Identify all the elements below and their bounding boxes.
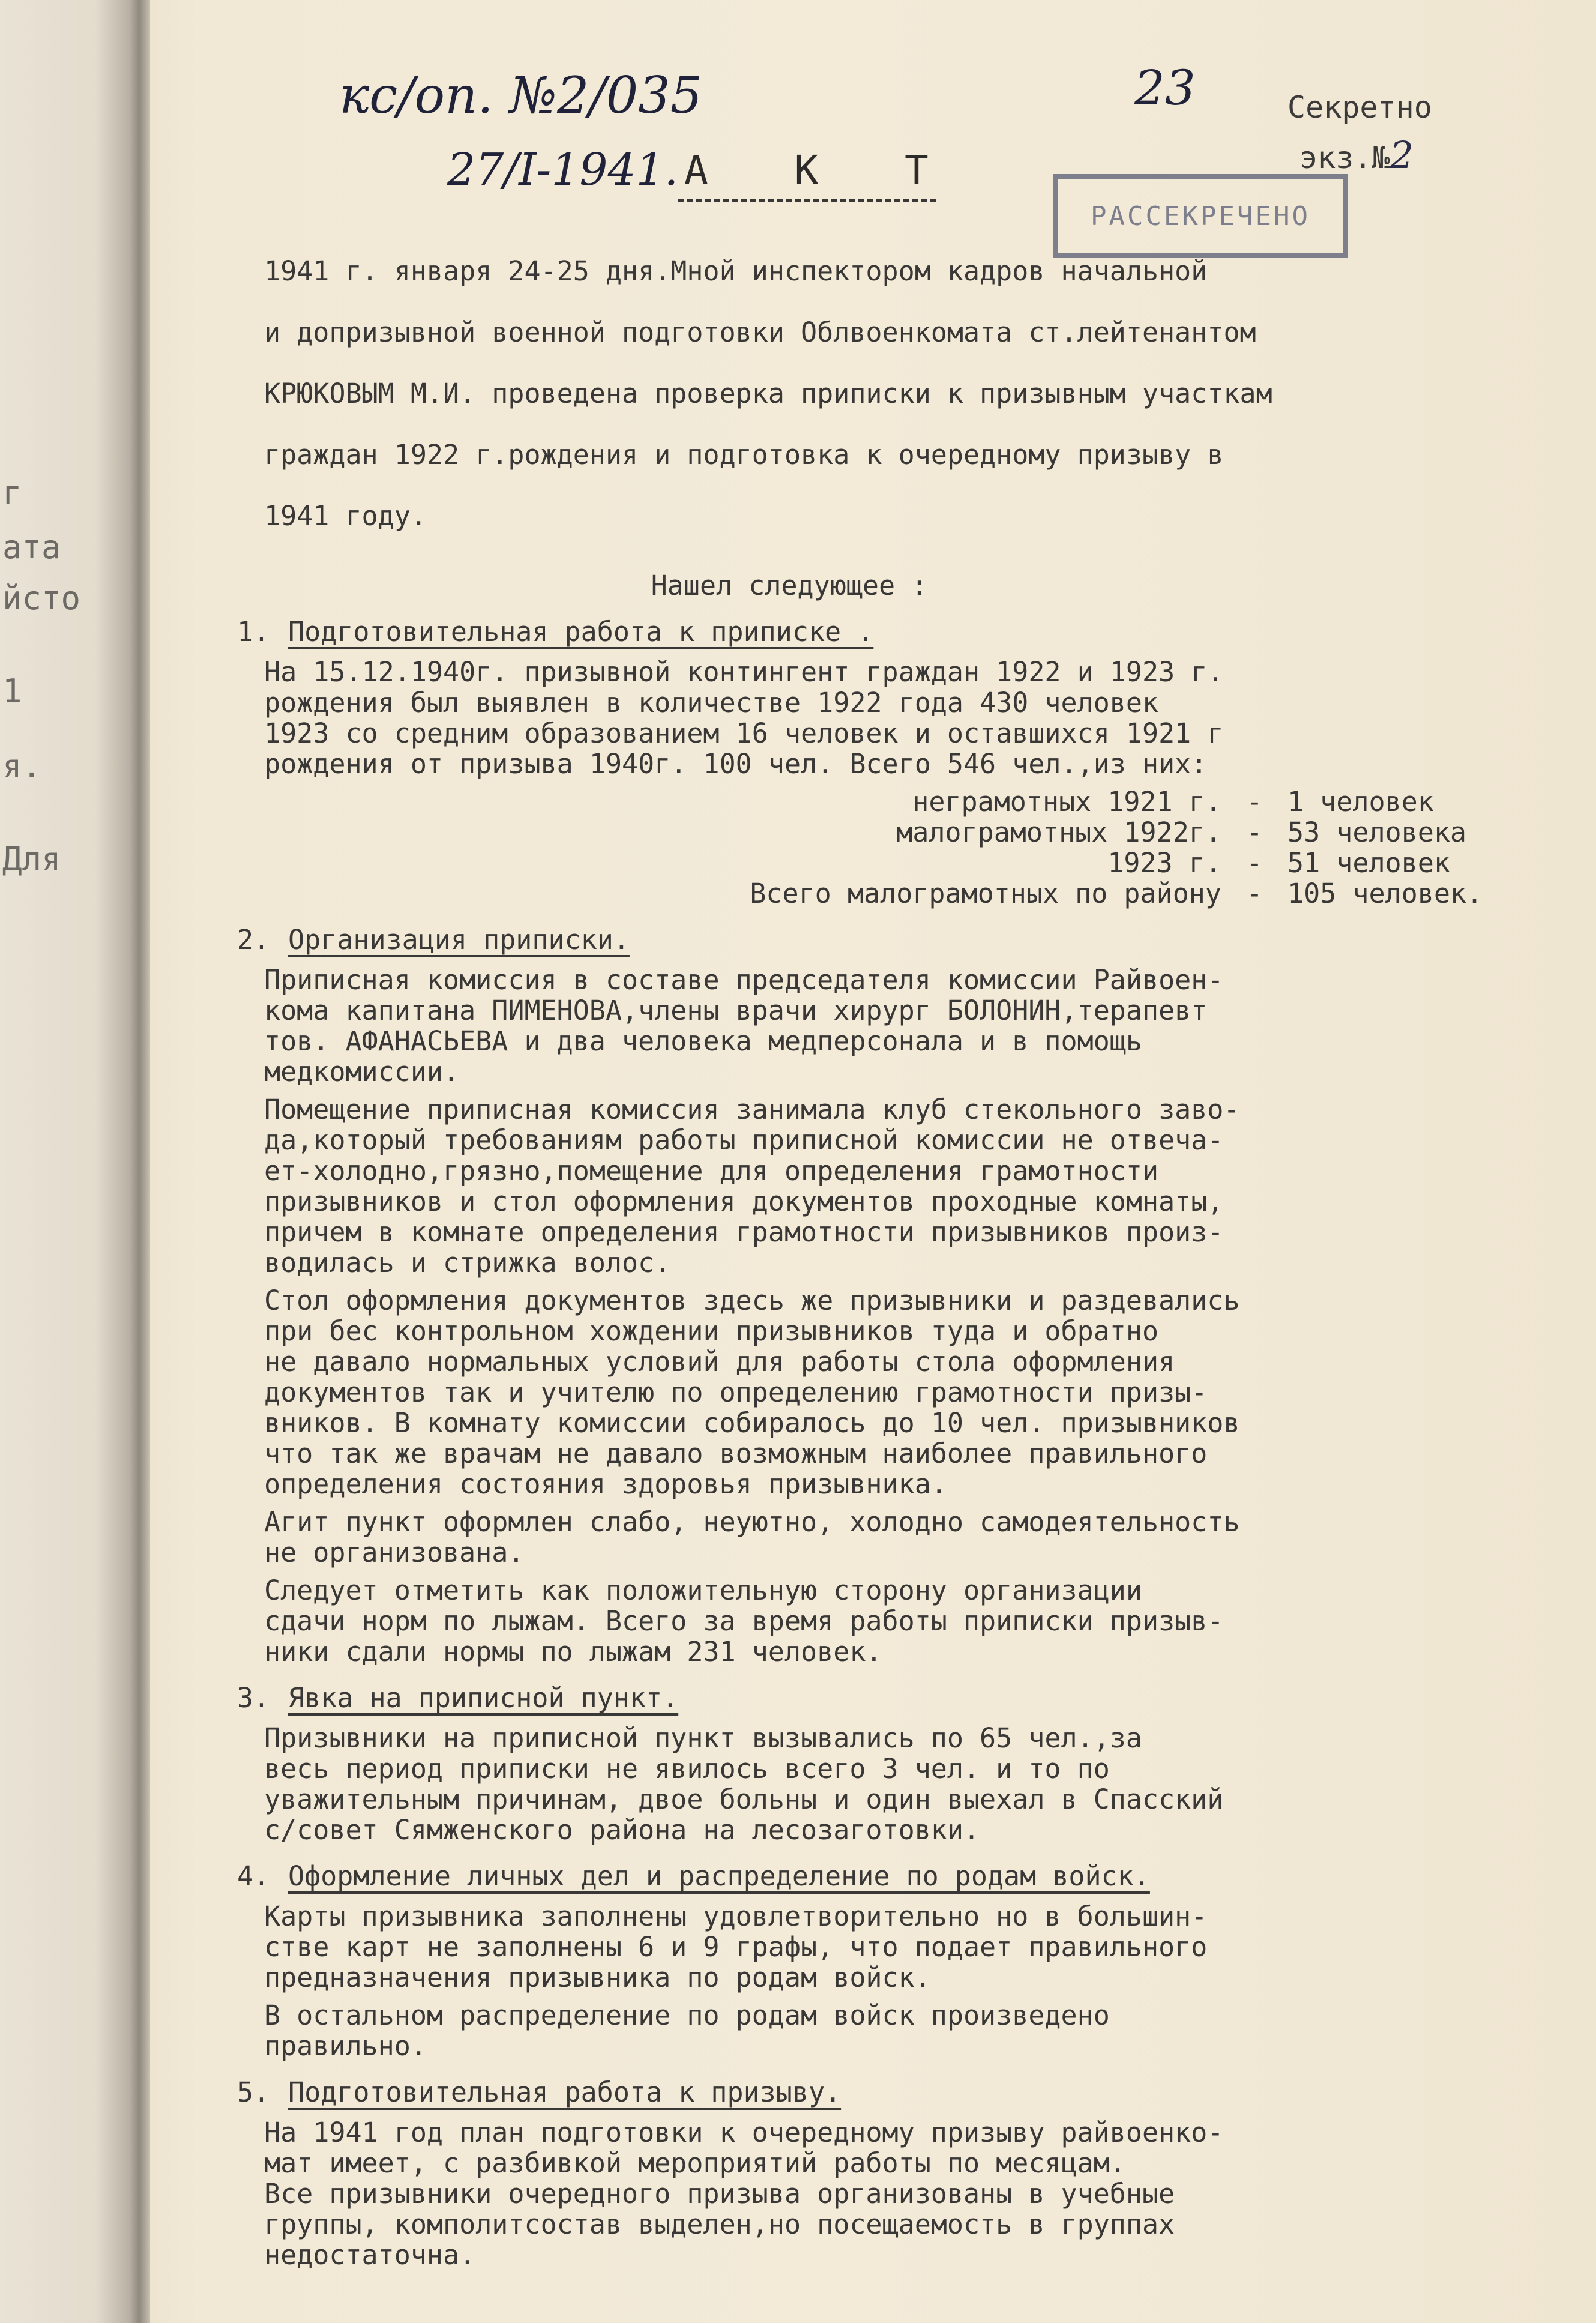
section-paragraph: Стол оформления документов здесь же призывники и раздевались при бес контрольном хождении призывников туда и обратно не давало нормальных условий для работы стола оформления документов так и учителю по определению грамотности призы- вников. В комнату комиссии собиралось до 10 чел. призывников что так же врачам не давало возможным наиболее правильного определения состояния здоровья призывника. (264, 1285, 1240, 1500)
document-body (237, 225, 1567, 2277)
stat-row (264, 878, 1567, 909)
handwritten-date: 27/I-1941. (447, 144, 679, 196)
section-heading (237, 616, 1540, 647)
margin-fragment: Для (2, 840, 61, 878)
section-paragraph: В остальном распределение по родам войск произведено правильно. (264, 1999, 1110, 2062)
stat-dash: - (1246, 786, 1263, 818)
intro-line: 1941 г. января 24-25 дня.Мной инспектором кадров начальной (264, 255, 1208, 287)
section-heading (237, 924, 1540, 955)
section-paragraph: На 15.12.1940г. призывной контингент граждан 1922 и 1923 г. рождения был выявлен в количестве 1922 года 430 человек 1923 со средним образованием 16 человек и оставшихся 1921 г рождения от призыва 1940г. 100 чел. Всего 546 чел.,из них: (264, 656, 1224, 780)
stat-count: 105 человек. (1287, 878, 1483, 909)
section-paragraph: Призывники на приписной пункт вызывались по 65 чел.,за весь период приписки не явилось всего 3 чел. и то по уважительным причинам, двое больны и один выехал в Спасский с/совет Сямженского района на лесозаготовки. (264, 1722, 1224, 1846)
section-heading (237, 1683, 1540, 1713)
intro-line: и допризывной военной подготовки Облвоенкомата ст.лейтенантом (264, 316, 1256, 348)
section-number: 3. (237, 1682, 270, 1714)
intro-line: граждан 1922 г.рождения и подготовка к очередному призыву в (264, 439, 1224, 471)
section-paragraph: Агит пункт оформлен слабо, неуютно, холодно самодеятельность не организована. (264, 1506, 1240, 1568)
stat-label: Всего малограмотных по району (750, 878, 1221, 909)
margin-fragment: ата (2, 528, 61, 566)
stat-row (264, 848, 1567, 878)
intro-line: 1941 году. (264, 500, 427, 532)
section-title: Подготовительная работа к приписке . (288, 616, 874, 648)
stat-row (264, 817, 1567, 848)
secrecy-label: Секретно (1287, 90, 1432, 125)
intro-paragraph (264, 225, 1567, 562)
section-title: Организация приписки. (288, 924, 630, 956)
stat-row (264, 786, 1567, 817)
section-paragraph: Карты призывника заполнены удовлетворительно но в большин- стве карт не заполнены 6 и 9 графы, что подает правильного предназначения призывника по родам войск. (264, 1900, 1208, 1993)
stat-count: 51 человек (1287, 847, 1450, 879)
stat-label: 1923 г. (1107, 847, 1221, 879)
section-paragraph: Помещение приписная комиссия занимала клуб стекольного заво- да,который требованиям работы приписной комиссии не отвеча- ет-холодно,грязно,помещение для определения грамотности призывников и стол оформления документов проходные комнаты, причем в комнате определения грамотности призывников произ- водилась и стрижка волос. (264, 1094, 1240, 1279)
copy-number (1299, 133, 1414, 177)
stat-label: неграмотных 1921 г. (912, 786, 1221, 818)
section-title: Явка на приписной пункт. (288, 1682, 679, 1714)
section-paragraph: Приписная комиссия в составе председателя комиссии Райвоен- кома капитана ПИМЕНОВА,члены врачи хирург БОЛОНИН,терапевт тов. АФАНАСЬЕВА и два человека медперсонала и в помощь медкомиссии. (264, 964, 1224, 1088)
section-number: 1. (237, 616, 270, 648)
margin-fragment: йсто (2, 579, 81, 617)
stat-dash: - (1246, 816, 1263, 848)
section-title: Подготовительная работа к призыву. (288, 2076, 842, 2108)
stat-dash: - (1246, 847, 1263, 879)
document-title: А К Т (684, 147, 960, 193)
stat-label: малограмотных 1922г. (896, 816, 1221, 848)
section-number: 2. (237, 924, 270, 956)
copy-prefix: экз.№ (1299, 140, 1390, 175)
copy-number-handwritten: 2 (1390, 133, 1414, 177)
section-number: 5. (237, 2076, 270, 2108)
section-number: 4. (237, 1860, 270, 1892)
margin-fragment: г (2, 474, 22, 512)
page-number: 23 (1134, 60, 1196, 116)
stat-count: 1 человек (1287, 786, 1434, 818)
section-title: Оформление личных дел и распределение по родам войск. (288, 1860, 1150, 1892)
stat-count: 53 человека (1287, 816, 1467, 848)
stat-dash: - (1246, 878, 1263, 909)
section-paragraph: Следует отметить как положительную сторону организации сдачи норм по лыжам. Всего за время работы приписки призыв- ники сдали нормы по лыжам 231 человек. (264, 1574, 1224, 1668)
binding-edge (0, 0, 150, 2323)
stamp-text: РАССЕКРЕЧЕНО (1091, 200, 1310, 232)
section-heading (237, 1861, 1540, 1891)
found-heading: Нашел следующее : (651, 570, 928, 601)
margin-fragment: 1 (2, 672, 22, 710)
margin-fragment: я. (2, 747, 42, 785)
section-heading (237, 2077, 1540, 2108)
intro-line: КРЮКОВЫМ М.И. проведена проверка приписки к призывным участкам (264, 378, 1272, 409)
archive-code: кс/оп. №2/035 (339, 66, 703, 125)
section-paragraph: На 1941 год план подготовки к очередному призыву райвоенко- мат имеет, с разбивкой мероприятий работы по месяцам. Все призывники очередного призыва организованы в учебные группы, комполитсостав выделен,но посещаемость в группах недостаточна. (264, 2117, 1224, 2271)
